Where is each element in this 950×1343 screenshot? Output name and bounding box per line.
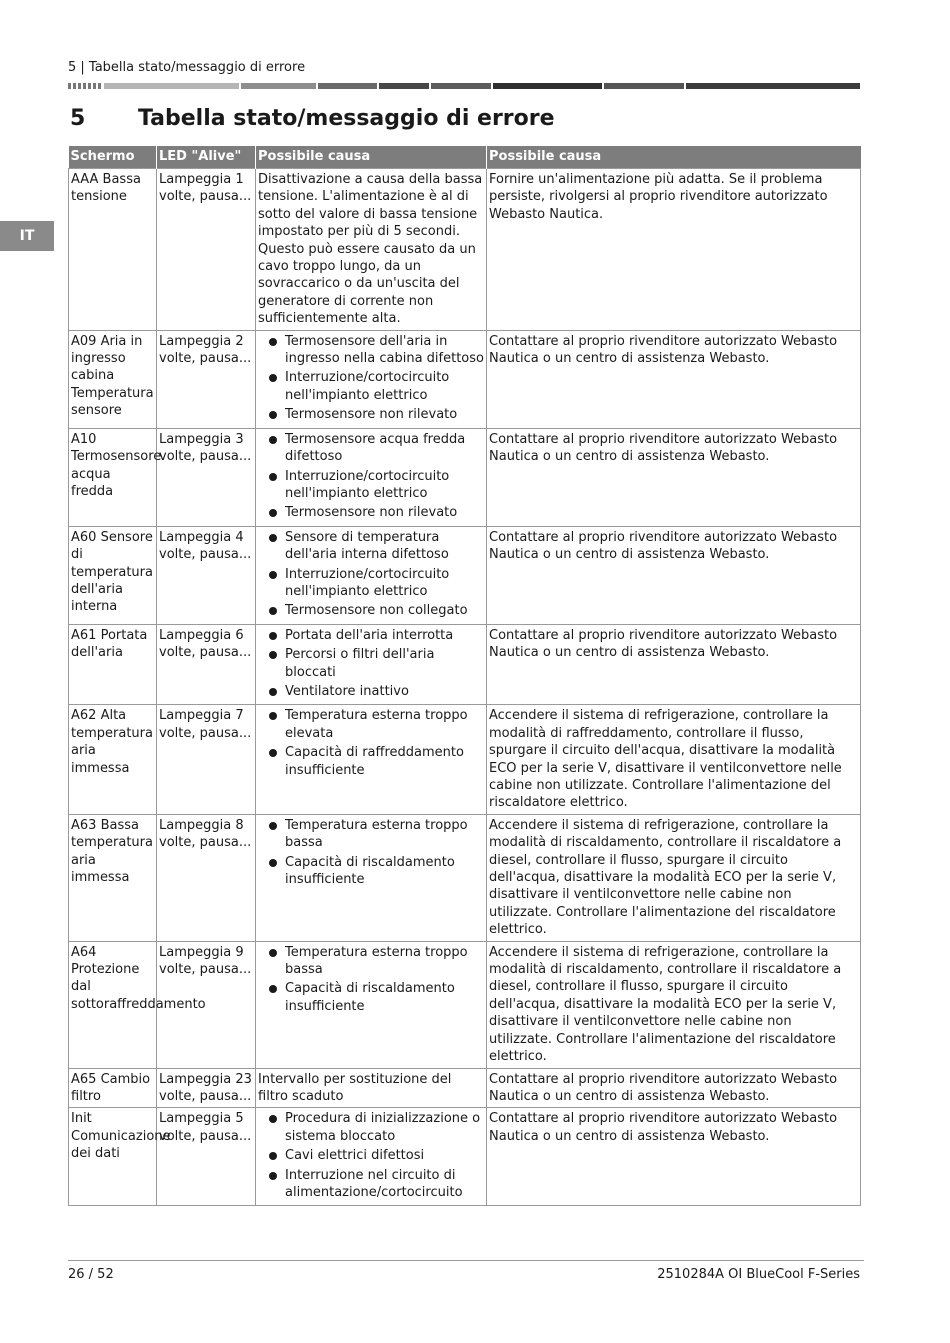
cause-cell: Disattivazione a causa della bassa tensione. L'alimentazione è al di sotto del valore di bassa tensione impostato per più di 5 secondi. Questo può essere causato da un cavo troppo lungo, da un sovraccarico o da un'uscita del generatore di corrente non sufficientemente alta. [256, 169, 487, 331]
document-id: 2510284A OI BlueCool F-Series [657, 1267, 860, 1282]
cause-cell [256, 330, 487, 428]
led-cell: Lampeggia 8 volte, pausa... [157, 814, 256, 941]
table-row [69, 814, 861, 941]
remedy-cell: Contattare al proprio rivenditore autorizzato Webasto Nautica o un centro di assistenza Webasto. [487, 526, 861, 624]
cause-list [258, 1110, 484, 1201]
cause-list-item: Termosensore non rilevato [258, 406, 484, 423]
cause-cell [256, 1108, 487, 1206]
cause-list-item: Interruzione/cortocircuito nell'impianto elettrico [258, 566, 484, 601]
header-decorative-bar [68, 83, 860, 89]
running-header: 5 | Tabella stato/messaggio di errore [68, 60, 306, 75]
cause-list-item: Temperatura esterna troppo elevata [258, 707, 484, 742]
screen-cell: AAA Bassa tensione [69, 169, 157, 331]
led-cell: Lampeggia 3 volte, pausa... [157, 428, 256, 526]
led-cell: Lampeggia 6 volte, pausa... [157, 624, 256, 705]
screen-cell: A63 Bassa temperatura aria immessa [69, 814, 157, 941]
led-cell: Lampeggia 7 volte, pausa... [157, 705, 256, 814]
screen-cell: A61 Portata dell'aria [69, 624, 157, 705]
cause-cell [256, 705, 487, 814]
table-body [69, 169, 861, 1206]
table-row [69, 1068, 861, 1108]
table-header-row [69, 146, 861, 169]
cause-list-item: Termosensore non rilevato [258, 504, 484, 521]
table-row [69, 1108, 861, 1206]
header-remedy: Possibile causa [487, 146, 861, 169]
led-cell: Lampeggia 4 volte, pausa... [157, 526, 256, 624]
chapter-number: 5 [70, 106, 86, 131]
table-row [69, 169, 861, 331]
table-row [69, 428, 861, 526]
page-number: 26 / 52 [68, 1267, 114, 1282]
screen-cell: A60 Sensore di temperatura dell'aria interna [69, 526, 157, 624]
led-cell: Lampeggia 1 volte, pausa... [157, 169, 256, 331]
cause-list [258, 431, 484, 522]
cause-list [258, 529, 484, 620]
header-led: LED "Alive" [157, 146, 256, 169]
screen-cell: A64 Protezione dal sottoraffreddamento [69, 941, 157, 1068]
cause-list-item: Interruzione nel circuito di alimentazione/cortocircuito [258, 1167, 484, 1202]
cause-list-item: Temperatura esterna troppo bassa [258, 817, 484, 852]
footer-divider [68, 1260, 864, 1261]
chapter-title: Tabella stato/messaggio di errore [138, 106, 555, 131]
cause-list-item: Ventilatore inattivo [258, 683, 484, 700]
remedy-cell: Accendere il sistema di refrigerazione, controllare la modalità di riscaldamento, controllare il riscaldatore a diesel, controllare il flusso, spurgare il circuito dell'acqua, disattivare la modalità ECO per la serie V, disattivare il ventilconvettore nelle cabine non utilizzate. Controllare l'alimentazione del riscaldatore elettrico. [487, 941, 861, 1068]
cause-list-item: Termosensore acqua fredda difettoso [258, 431, 484, 466]
cause-list-item: Capacità di riscaldamento insufficiente [258, 854, 484, 889]
cause-list-item: Sensore di temperatura dell'aria interna difettoso [258, 529, 484, 564]
table-row [69, 705, 861, 814]
cause-list-item: Temperatura esterna troppo bassa [258, 944, 484, 979]
cause-cell [256, 526, 487, 624]
screen-cell: Init Comunicazione dei dati [69, 1108, 157, 1206]
language-tab: IT [0, 221, 54, 251]
cause-list [258, 944, 484, 1016]
cause-list-item: Cavi elettrici difettosi [258, 1147, 484, 1164]
cause-list-item: Interruzione/cortocircuito nell'impianto elettrico [258, 468, 484, 503]
screen-cell: A09 Aria in ingresso cabina Temperatura sensore [69, 330, 157, 428]
cause-cell: Intervallo per sostituzione del filtro scaduto [256, 1068, 487, 1108]
cause-list [258, 627, 484, 701]
remedy-cell: Contattare al proprio rivenditore autorizzato Webasto Nautica o un centro di assistenza Webasto. [487, 1108, 861, 1206]
cause-list-item: Termosensore non collegato [258, 602, 484, 619]
table-row [69, 526, 861, 624]
remedy-cell: Contattare al proprio rivenditore autorizzato Webasto Nautica o un centro di assistenza Webasto. [487, 330, 861, 428]
header-screen: Schermo [69, 146, 157, 169]
cause-cell [256, 428, 487, 526]
remedy-cell: Contattare al proprio rivenditore autorizzato Webasto Nautica o un centro di assistenza Webasto. [487, 428, 861, 526]
led-cell: Lampeggia 5 volte, pausa... [157, 1108, 256, 1206]
error-table [68, 146, 861, 1206]
table-row [69, 624, 861, 705]
screen-cell: A65 Cambio filtro [69, 1068, 157, 1108]
cause-cell [256, 814, 487, 941]
cause-list-item: Percorsi o filtri dell'aria bloccati [258, 646, 484, 681]
cause-list-item: Procedura di inizializzazione o sistema bloccato [258, 1110, 484, 1145]
cause-list [258, 707, 484, 779]
cause-list-item: Capacità di raffreddamento insufficiente [258, 744, 484, 779]
remedy-cell: Contattare al proprio rivenditore autorizzato Webasto Nautica o un centro di assistenza Webasto. [487, 1068, 861, 1108]
cause-cell [256, 941, 487, 1068]
cause-list [258, 333, 484, 424]
remedy-cell: Accendere il sistema di refrigerazione, controllare la modalità di riscaldamento, controllare il riscaldatore a diesel, controllare il flusso, spurgare il circuito dell'acqua, disattivare la modalità ECO per la serie V, disattivare il ventilconvettore nelle cabine non utilizzate. Controllare l'alimentazione del riscaldatore elettrico. [487, 814, 861, 941]
led-cell: Lampeggia 2 volte, pausa... [157, 330, 256, 428]
remedy-cell: Accendere il sistema di refrigerazione, controllare la modalità di raffreddamento, controllare il flusso, spurgare il circuito dell'acqua, disattivare la modalità ECO per la serie V, disattivare il ventilconvettore nelle cabine non utilizzate. Controllare l'alimentazione del riscaldatore elettrico. [487, 705, 861, 814]
cause-list-item: Interruzione/cortocircuito nell'impianto elettrico [258, 369, 484, 404]
table-row [69, 330, 861, 428]
led-cell: Lampeggia 9 volte, pausa... [157, 941, 256, 1068]
cause-list-item: Portata dell'aria interrotta [258, 627, 484, 644]
cause-list-item: Termosensore dell'aria in ingresso nella cabina difettoso [258, 333, 484, 368]
screen-cell: A62 Alta temperatura aria immessa [69, 705, 157, 814]
table-row [69, 941, 861, 1068]
led-cell: Lampeggia 23 volte, pausa... [157, 1068, 256, 1108]
cause-cell [256, 624, 487, 705]
cause-list-item: Capacità di riscaldamento insufficiente [258, 980, 484, 1015]
screen-cell: A10 Termosensore acqua fredda [69, 428, 157, 526]
remedy-cell: Contattare al proprio rivenditore autorizzato Webasto Nautica o un centro di assistenza Webasto. [487, 624, 861, 705]
remedy-cell: Fornire un'alimentazione più adatta. Se il problema persiste, rivolgersi al proprio rivenditore autorizzato Webasto Nautica. [487, 169, 861, 331]
header-cause: Possibile causa [256, 146, 487, 169]
cause-list [258, 817, 484, 889]
